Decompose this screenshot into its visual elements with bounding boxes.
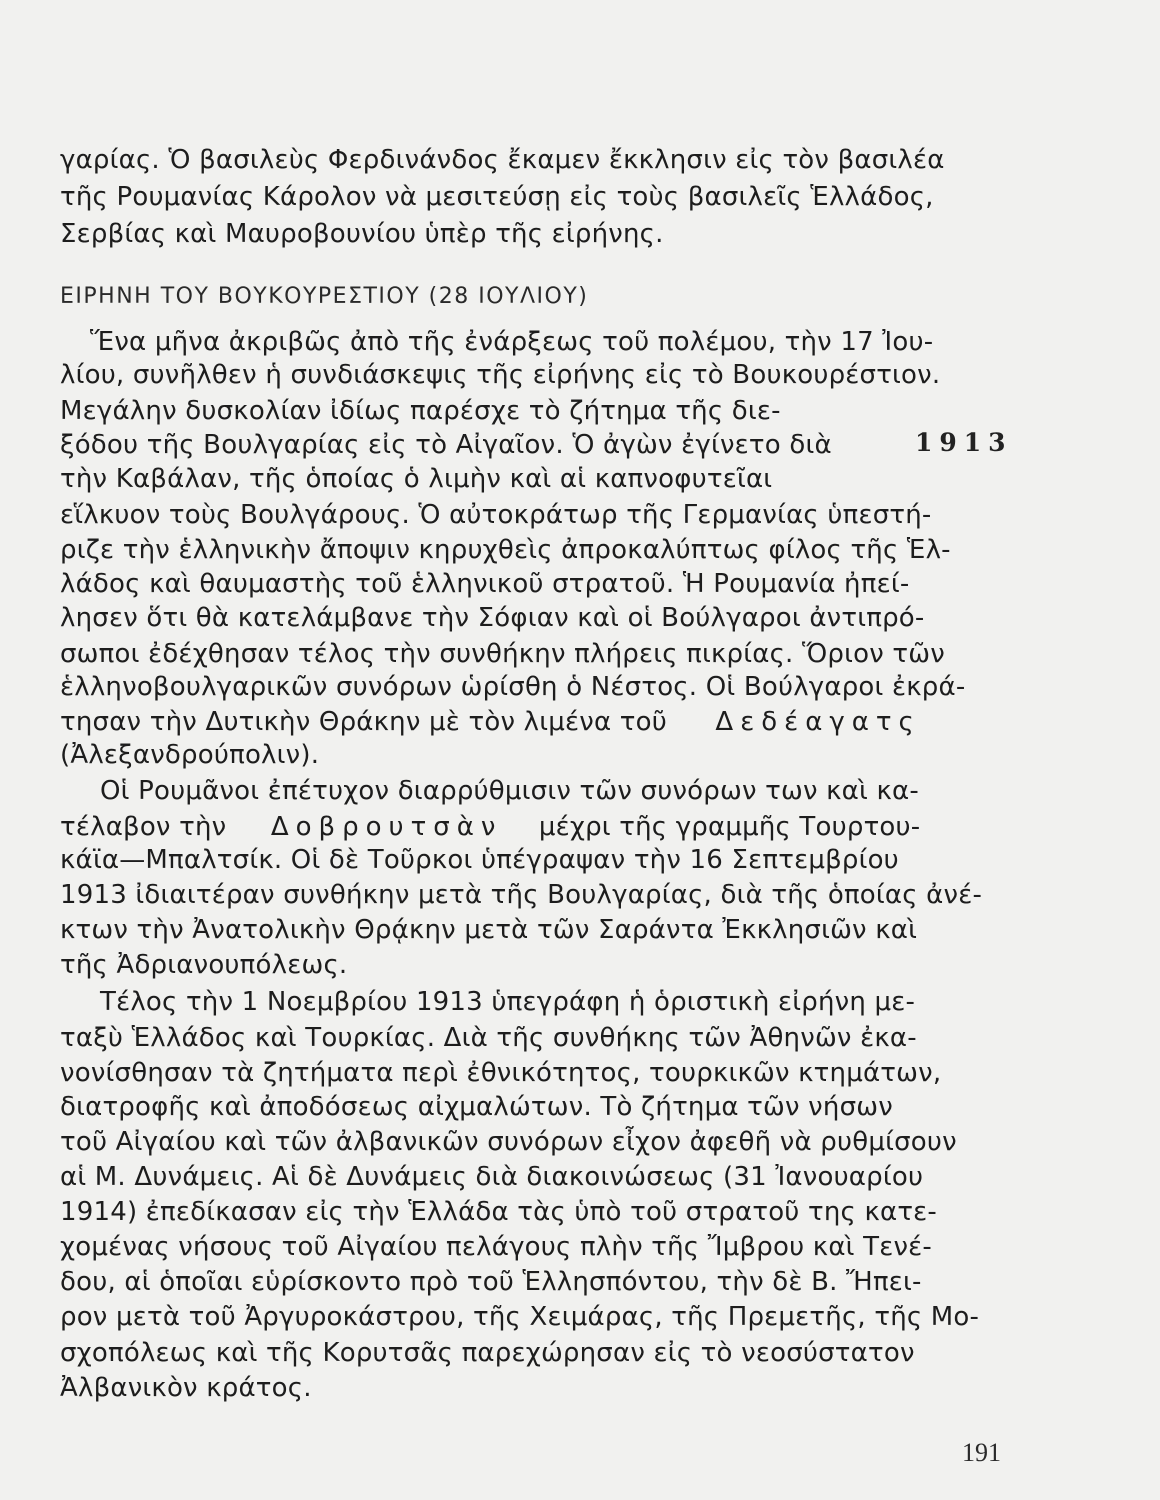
text-line: 1913 ἰδιαιτέραν συνθήκην μετὰ τῆς Βουλγαρίας, διὰ τῆς ὁποίας ἀνέ-	[60, 880, 983, 910]
text-line: κάϊα—Μπαλτσίκ. Οἱ δὲ Τοῦρκοι ὑπέγραψαν τὴν 16 Σεπτεμβρίου	[60, 845, 899, 875]
text-line: ριζε τὴν ἑλληνικὴν ἄποψιν κηρυχθεὶς ἀπροκαλύπτως φίλος τῆς Ἑλ-	[60, 535, 951, 565]
text-line: γαρίας. Ὁ βασιλεὺς Φερδινάνδος ἔκαμεν ἔκκλησιν εἰς τὸν βασιλέα	[60, 145, 945, 175]
text-segment: τέλαβον τὴν	[60, 812, 227, 842]
spaced-place-name: Δεδέαγατς	[715, 707, 921, 737]
text-line: διατροφῆς καὶ ἀποδόσεως αἰχμαλώτων. Τὸ ζήτημα τῶν νήσων	[60, 1092, 893, 1122]
text-line: δου, αἱ ὁποῖαι εὑρίσκοντο πρὸ τοῦ Ἑλλησπόντου, τὴν δὲ Β. Ἤπει-	[60, 1267, 922, 1297]
text-segment: τησαν τὴν Δυτικὴν Θράκην μὲ τὸν λιμένα τοῦ	[60, 707, 667, 737]
text-line: σωποι ἐδέχθησαν τέλος τὴν συνθήκην πλήρεις πικρίας. Ὅριον τῶν	[60, 639, 945, 669]
text-line: 1914) ἐπεδίκασαν εἰς τὴν Ἑλλάδα τὰς ὑπὸ τοῦ στρατοῦ της κατε-	[60, 1197, 938, 1227]
text-line: λάδος καὶ θαυμαστὴς τοῦ ἑλληνικοῦ στρατοῦ. Ἡ Ρουμανία ἠπεί-	[60, 569, 910, 599]
text-line: ταξὺ Ἑλλάδος καὶ Τουρκίας. Διὰ τῆς συνθήκης τῶν Ἀθηνῶν ἐκα-	[60, 1023, 917, 1053]
text-line: τῆς Ρουμανίας Κάρολον νὰ μεσιτεύσῃ εἰς τοὺς βασιλεῖς Ἑλλάδος,	[60, 182, 934, 212]
text-line: ρον μετὰ τοῦ Ἀργυροκάστρου, τῆς Χειμάρας, τῆς Πρεμετῆς, τῆς Μο-	[60, 1302, 980, 1332]
text-line: λησεν ὅτι θὰ κατελάμβανε τὴν Σόφιαν καὶ οἱ Βούλγαροι ἀντιπρό-	[60, 603, 925, 633]
spaced-place-name: Δοβρουτσὰν	[270, 812, 503, 842]
text-line: Οἱ Ρουμᾶνοι ἐπέτυχον διαρρύθμισιν τῶν συνόρων των καὶ κα-	[100, 776, 919, 806]
text-line	[60, 810, 920, 844]
text-line: τὴν Καβάλαν, τῆς ὁποίας ὁ λιμὴν καὶ αἱ καπνοφυτεῖαι	[60, 464, 773, 494]
text-line: αἱ Μ. Δυνάμεις. Αἱ δὲ Δυνάμεις διὰ διακοινώσεως (31 Ἰανουαρίου	[60, 1162, 924, 1192]
text-line: Ἀλβανικὸν κράτος.	[60, 1373, 312, 1403]
text-line: Σερβίας καὶ Μαυροβουνίου ὑπὲρ τῆς εἰρήνης.	[60, 219, 664, 249]
text-line: εἵλκυον τοὺς Βουλγάρους. Ὁ αὐτοκράτωρ τῆς Γερμανίας ὑπεστή-	[60, 500, 932, 530]
text-line: ἑλληνοβουλγαρικῶν συνόρων ὡρίσθη ὁ Νέστος. Οἱ Βούλγαροι ἐκρά-	[60, 672, 966, 702]
text-line: χομένας νήσους τοῦ Αἰγαίου πελάγους πλὴν τῆς Ἴμβρου καὶ Τενέ-	[60, 1232, 933, 1262]
text-line: νονίσθησαν τὰ ζητήματα περὶ ἐθνικότητος, τουρκικῶν κτημάτων,	[60, 1058, 942, 1088]
text-line: ξόδου τῆς Βουλγαρίας εἰς τὸ Αἰγαῖον. Ὁ ἀγὼν ἐγίνετο διὰ	[60, 430, 832, 460]
margin-year: 1913	[915, 428, 1013, 457]
text-line: τῆς Ἀδριανουπόλεως.	[60, 950, 348, 980]
text-line: τοῦ Αἰγαίου καὶ τῶν ἀλβανικῶν συνόρων εἶχον ἀφεθῆ νὰ ρυθμίσουν	[60, 1127, 957, 1157]
text-line: (Ἀλεξανδρούπολιν).	[60, 740, 320, 770]
text-line: Τέλος τὴν 1 Νοεμβρίου 1913 ὑπεγράφη ἡ ὁριστικὴ εἰρήνη με-	[100, 987, 916, 1017]
text-line: Ἕνα μῆνα ἀκριβῶς ἀπὸ τῆς ἐνάρξεως τοῦ πολέμου, τὴν 17 Ἰου-	[90, 327, 934, 357]
text-line: Μεγάλην δυσκολίαν ἰδίως παρέσχε τὸ ζήτημα τῆς διε-	[60, 396, 781, 426]
text-segment: μέχρι τῆς γραμμῆς Τουρτου-	[538, 812, 921, 842]
text-line	[60, 705, 921, 739]
page-number: 191	[962, 1438, 1001, 1467]
text-line: σχοπόλεως καὶ τῆς Κορυτσᾶς παρεχώρησαν εἰς τὸ νεοσύστατον	[60, 1338, 915, 1368]
section-heading: ΕΙΡΗΝΗ ΤΟΥ ΒΟΥΚΟΥΡΕΣΤΙΟΥ (28 ΙΟΥΛΙΟΥ)	[60, 284, 589, 309]
text-line: κτων τὴν Ἀνατολικὴν Θρᾴκην μετὰ τῶν Σαράντα Ἐκκλησιῶν καὶ	[60, 915, 918, 945]
text-line: λίου, συνῆλθεν ἡ συνδιάσκεψις τῆς εἰρήνης εἰς τὸ Βουκουρέστιον.	[60, 360, 941, 390]
